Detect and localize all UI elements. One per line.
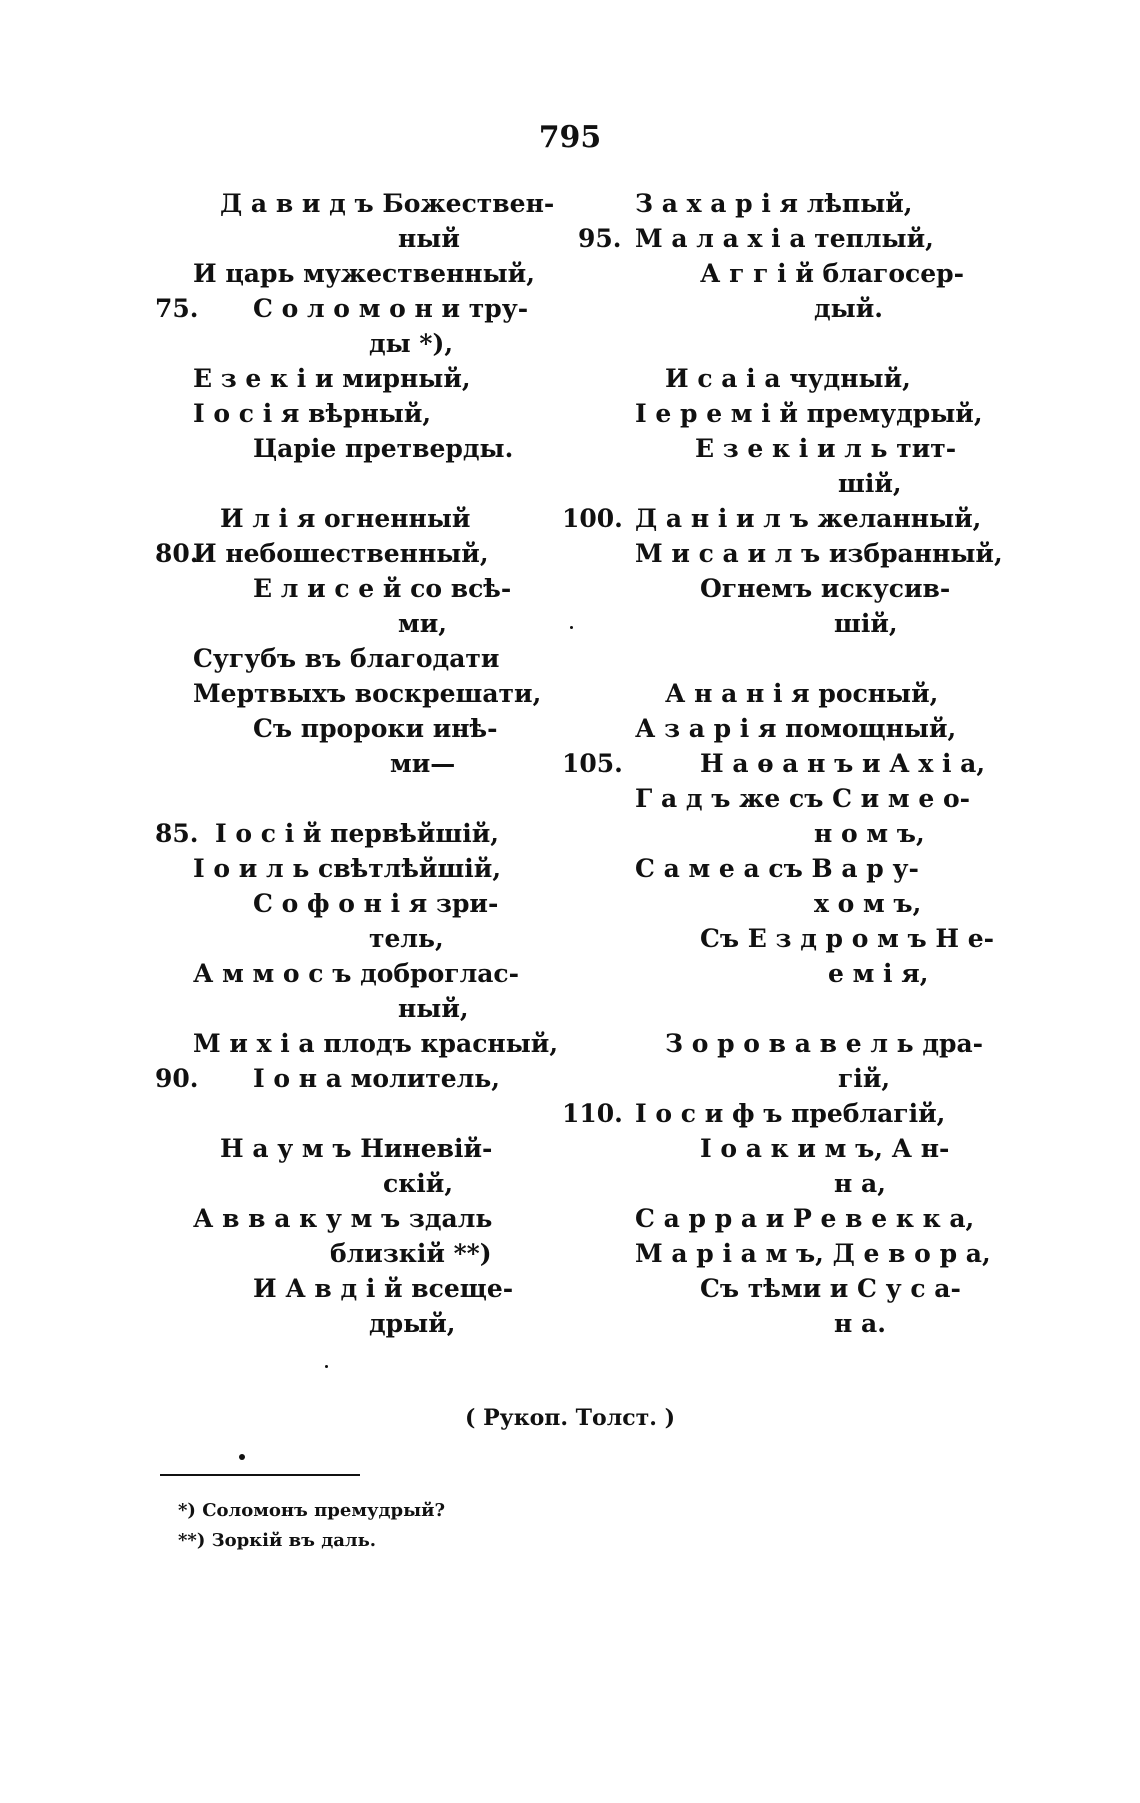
poem-line: З о р о в а в е л ь дра- bbox=[665, 1029, 984, 1058]
right-poem-column bbox=[562, 186, 1003, 1341]
line-number: 100. bbox=[562, 504, 623, 533]
poem-line: Съ Е з д р о м ъ Н е- bbox=[700, 924, 995, 953]
poem-line: шій, bbox=[838, 469, 902, 498]
poem-line: Е з е к і и мирный, bbox=[193, 364, 471, 393]
poem-line: 95. М а л а х і а теплый, bbox=[570, 221, 990, 256]
stanza-gap bbox=[570, 326, 990, 361]
poem-line: ми— bbox=[390, 749, 456, 778]
poem-line: С а р р а и Р е в е к к а, bbox=[635, 1204, 975, 1233]
ink-speck bbox=[239, 1454, 245, 1460]
poem-line: А г г і й благосер- bbox=[700, 259, 965, 288]
poem-line: Сугубъ въ благодати bbox=[193, 644, 500, 673]
poem-line: А м м о с ъ доброглас- bbox=[193, 959, 520, 988]
poem-line: І е р е м і й премудрый, bbox=[635, 399, 983, 428]
poem-line: И А в д і й всеще- bbox=[253, 1274, 514, 1303]
poem-line: близкій **) bbox=[330, 1239, 492, 1268]
poem-line: А н а н і я росный, bbox=[665, 679, 939, 708]
line-number: 80. bbox=[155, 539, 199, 568]
poem-line: шій, bbox=[834, 609, 898, 638]
poem-line: І о с і я вѣрный, bbox=[193, 399, 432, 428]
poem-line: Съ тѣми и С у с а- bbox=[700, 1274, 961, 1303]
poem-line: н а. bbox=[834, 1309, 886, 1338]
line-number: 90. bbox=[155, 1064, 199, 1093]
poem-line: ный, bbox=[398, 994, 469, 1023]
poem-line: 110. І о с и ф ъ преблагій, bbox=[570, 1096, 990, 1131]
stanza-gap bbox=[570, 641, 990, 676]
stanza-gap bbox=[155, 1096, 575, 1131]
poem-line: н а, bbox=[834, 1169, 886, 1198]
poem-line: скій, bbox=[383, 1169, 454, 1198]
poem-line: 80. И небошественный, bbox=[155, 536, 575, 571]
stanza-gap bbox=[570, 991, 990, 1026]
poem-line: дый. bbox=[814, 294, 883, 323]
line-number: 95. bbox=[578, 224, 622, 253]
poem-line: А в в а к у м ъ здаль bbox=[193, 1204, 493, 1233]
poem-line: Е з е к і и л ь тит- bbox=[695, 434, 957, 463]
poem-line: е м і я, bbox=[828, 959, 929, 988]
stanza-gap bbox=[155, 781, 575, 816]
poem-line: ный bbox=[398, 224, 460, 253]
poem-line: М и х і а плодъ красный, bbox=[193, 1029, 559, 1058]
footnote: *) Соломонъ премудрый? bbox=[178, 1500, 446, 1521]
poem-line: С о ф о н і я зри- bbox=[253, 889, 499, 918]
poem-line: І о и л ь свѣтлѣйшій, bbox=[193, 854, 502, 883]
poem-line: Н а у м ъ Ниневій- bbox=[220, 1134, 493, 1163]
left-poem-column bbox=[155, 186, 575, 1341]
poem-line: Д а в и д ъ Божествен- bbox=[220, 189, 555, 218]
footnote-divider bbox=[160, 1474, 360, 1476]
poem-line: Огнемъ искусив- bbox=[700, 574, 951, 603]
poem-line: І о а к и м ъ, А н- bbox=[700, 1134, 950, 1163]
poem-line: тель, bbox=[369, 924, 444, 953]
poem-line: 75. С о л о м о н и тру- bbox=[155, 291, 575, 326]
line-number: 105. bbox=[562, 749, 623, 778]
poem-line: С а м е а съ В а р у- bbox=[635, 854, 919, 883]
poem-line: х о м ъ, bbox=[814, 889, 922, 918]
footnote: **) Зоркій въ даль. bbox=[178, 1530, 377, 1551]
poem-line: А з а р і я помощный, bbox=[635, 714, 957, 743]
poem-line: М и с а и л ъ избранный, bbox=[635, 539, 1003, 568]
poem-line: З а х а р і я лѣпый, bbox=[635, 189, 913, 218]
poem-line: Г а д ъ же съ С и м е о- bbox=[635, 784, 970, 813]
poem-line: 105. Н а ѳ а н ъ и А х і а, bbox=[570, 746, 990, 781]
page-number: 795 bbox=[538, 120, 602, 155]
poem-line: 100. Д а н і и л ъ желанный, bbox=[570, 501, 990, 536]
source-citation: ( Рукоп. Толст. ) bbox=[465, 1405, 675, 1431]
poem-line: И царь мужественный, bbox=[193, 259, 535, 288]
poem-line: Е л и с е й со всѣ- bbox=[253, 574, 512, 603]
poem-line: Съ пророки инѣ- bbox=[253, 714, 498, 743]
poem-line: ми, bbox=[398, 609, 447, 638]
poem-line: М а р і а м ъ, Д е в о р а, bbox=[635, 1239, 991, 1268]
ink-speck bbox=[325, 1365, 328, 1368]
line-number: 85. bbox=[155, 819, 199, 848]
poem-line: 90. І о н а молитель, bbox=[155, 1061, 575, 1096]
ink-speck bbox=[570, 626, 573, 629]
poem-line: Царіе претверды. bbox=[253, 434, 514, 463]
stanza-gap bbox=[155, 466, 575, 501]
poem-line: ды *), bbox=[369, 329, 454, 358]
poem-line: И с а і а чудный, bbox=[665, 364, 911, 393]
poem-line: Мертвыхъ воскрешати, bbox=[193, 679, 542, 708]
line-number: 110. bbox=[562, 1099, 623, 1128]
poem-line: И л і я огненный bbox=[220, 504, 471, 533]
poem-line: дрый, bbox=[369, 1309, 456, 1338]
poem-line: н о м ъ, bbox=[814, 819, 925, 848]
poem-line: 85. І о с і й первѣйшій, bbox=[155, 816, 575, 851]
line-number: 75. bbox=[155, 294, 199, 323]
poem-line: гій, bbox=[838, 1064, 891, 1093]
